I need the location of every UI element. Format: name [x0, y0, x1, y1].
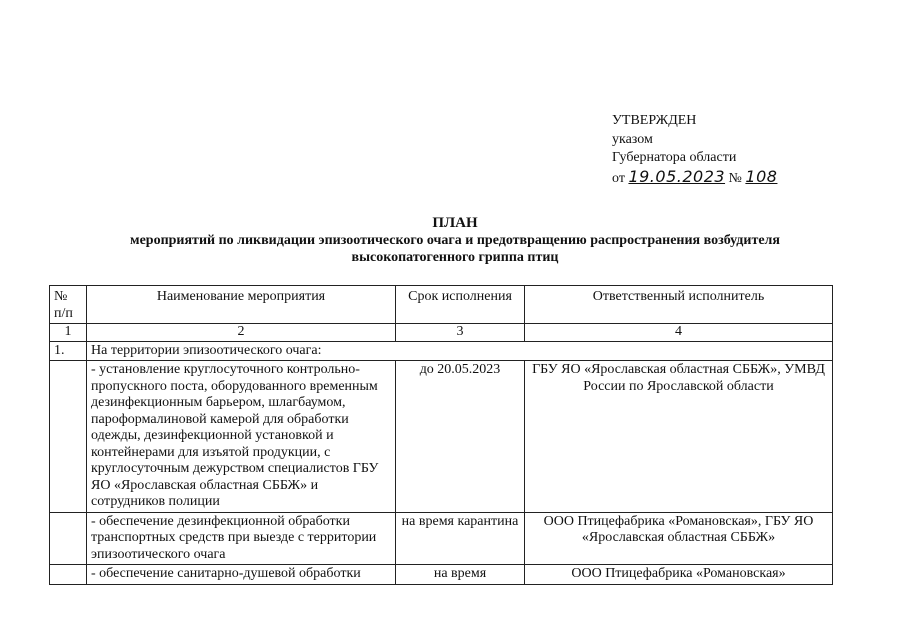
approval-date: 19.05.2023 [628, 166, 726, 186]
approval-governor-label: Губернатора области [612, 150, 737, 165]
title-sub2: высокопатогенного гриппа птиц [351, 250, 559, 265]
approval-from-label: от [612, 170, 625, 186]
measure-cell: - обеспечение санитарно-душевой обработки [87, 565, 396, 585]
row-number-cell [50, 512, 87, 565]
section-row [50, 341, 833, 361]
approval-number: 108 [745, 166, 778, 186]
approval-date-line [612, 168, 777, 189]
header-executor: Ответственный исполнитель [525, 286, 833, 324]
numbering-cell: 4 [525, 324, 833, 342]
executor-cell: ООО Птицефабрика «Романовская», ГБУ ЯО «Ярославская областная СББЖ» [525, 512, 833, 565]
numbering-cell: 1 [50, 324, 87, 342]
row-number-cell [50, 361, 87, 513]
table-numbering-row [50, 324, 833, 342]
plan-table [49, 285, 833, 585]
document-title [40, 215, 870, 266]
title-sub1: мероприятий по ликвидации эпизоотического очага и предотвращению распространения возбудителя [130, 233, 780, 248]
header-measure: Наименование мероприятия [87, 286, 396, 324]
table-row [50, 512, 833, 565]
approval-stamp [612, 112, 777, 188]
deadline-cell: на время [396, 565, 525, 585]
row-number-cell [50, 565, 87, 585]
header-deadline: Срок исполнения [396, 286, 525, 324]
measure-cell: - установление круглосуточного контрольно-пропускного поста, оборудованного временным дезинфекционным барьером, шлагбаумом, пароформалиновой камерой для обработки одежды, дезинфекционной установкой и контейнерами для изъятой продукции, с круглосуточным дежурством специалистов ГБУ ЯО «Ярославская областная СББЖ» и сотрудников полиции [87, 361, 396, 513]
table-row [50, 361, 833, 513]
approval-decree-label: указом [612, 131, 653, 147]
approval-number-label: № [728, 170, 742, 186]
numbering-cell: 2 [87, 324, 396, 342]
executor-cell: ГБУ ЯО «Ярославская областная СББЖ», УМВД России по Ярославской области [525, 361, 833, 513]
numbering-cell: 3 [396, 324, 525, 342]
deadline-cell: на время карантина [396, 512, 525, 565]
section-label: На территории эпизоотического очага: [87, 341, 833, 361]
section-number: 1. [50, 341, 87, 361]
deadline-cell: до 20.05.2023 [396, 361, 525, 513]
table-row [50, 565, 833, 585]
header-number: № п/п [50, 286, 87, 324]
measure-cell: - обеспечение дезинфекционной обработки транспортных средств при выезде с территории эпизоотического очага [87, 512, 396, 565]
executor-cell: ООО Птицефабрика «Романовская» [525, 565, 833, 585]
title-main: ПЛАН [432, 215, 478, 231]
table-header-row [50, 286, 833, 324]
approval-heading: УТВЕРЖДЕН [612, 113, 697, 128]
